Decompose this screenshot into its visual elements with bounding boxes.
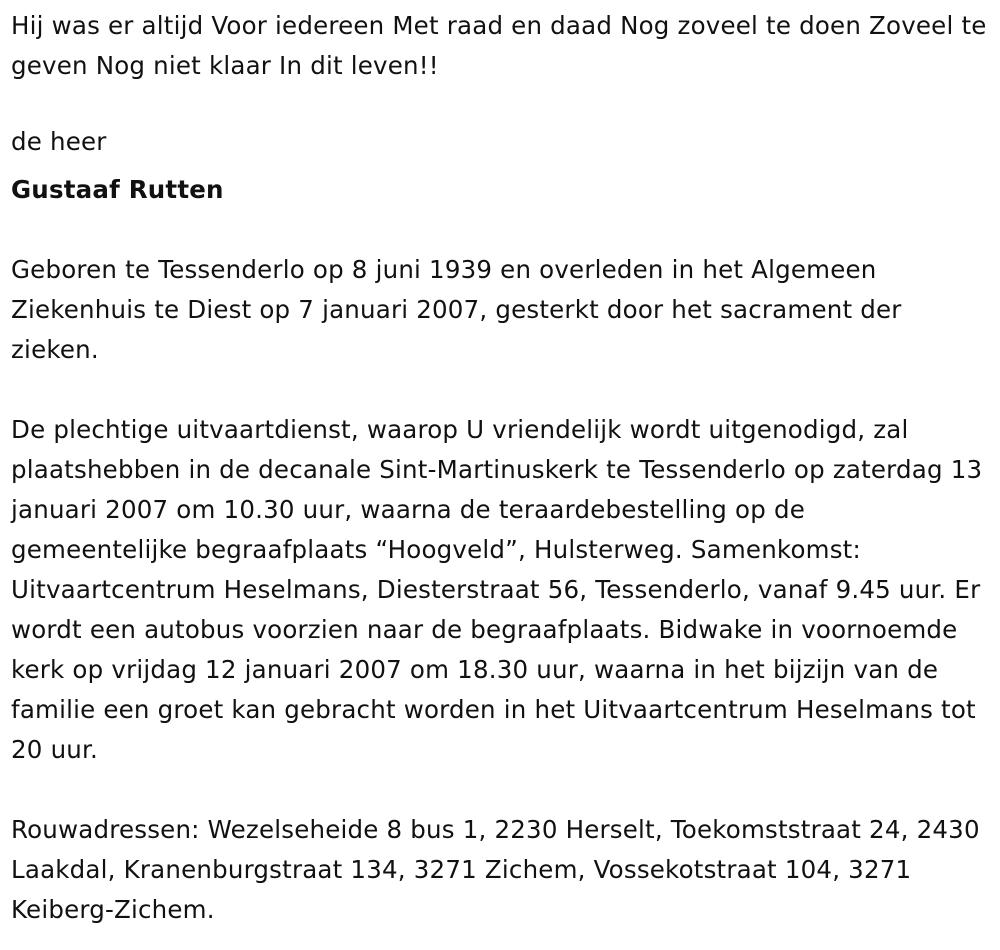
birth-death-paragraph: Geboren te Tessenderlo op 8 juni 1939 en overleden in het Algemeen Ziekenhuis te Diest op 7 januari 2007, gesterkt door het sacrament der zieken. [11, 255, 902, 364]
poem-text: Hij was er altijd Voor iedereen Met raad en daad Nog zoveel te doen Zoveel te geven Nog niet klaar In dit leven!! [11, 11, 987, 80]
funeral-paragraph: De plechtige uitvaartdienst, waarop U vriendelijk wordt uitgenodigd, zal plaatshebben in de decanale Sint-Martinuskerk te Tessenderlo op zaterdag 13 januari 2007 om 10.30 uur, waarna de teraardebestelling op de gemeentelijke begraafplaats “Hoogveld”, Hulsterweg. Samenkomst: Uitvaartcentrum Heselmans, Diesterstraat 56, Tessenderlo, vanaf 9.45 uur. Er wordt een autobus voorzien naar de begraafplaats. Bidwake in voornoemde kerk op vrijdag 12 januari 2007 om 18.30 uur, waarna in het bijzijn van de familie een groet kan gebracht worden in het Uitvaartcentrum Heselmans tot 20 uur. [11, 415, 983, 764]
salutation: de heer [11, 127, 107, 156]
obituary-document [11, 6, 989, 930]
addresses-paragraph: Rouwadressen: Wezelseheide 8 bus 1, 2230 Herselt, Toekomststraat 24, 2430 Laakdal, Kranenburgstraat 134, 3271 Zichem, Vossekotstraat 104, 3271 Keiberg-Zichem. [11, 815, 980, 924]
deceased-name: Gustaaf Rutten [11, 175, 224, 204]
